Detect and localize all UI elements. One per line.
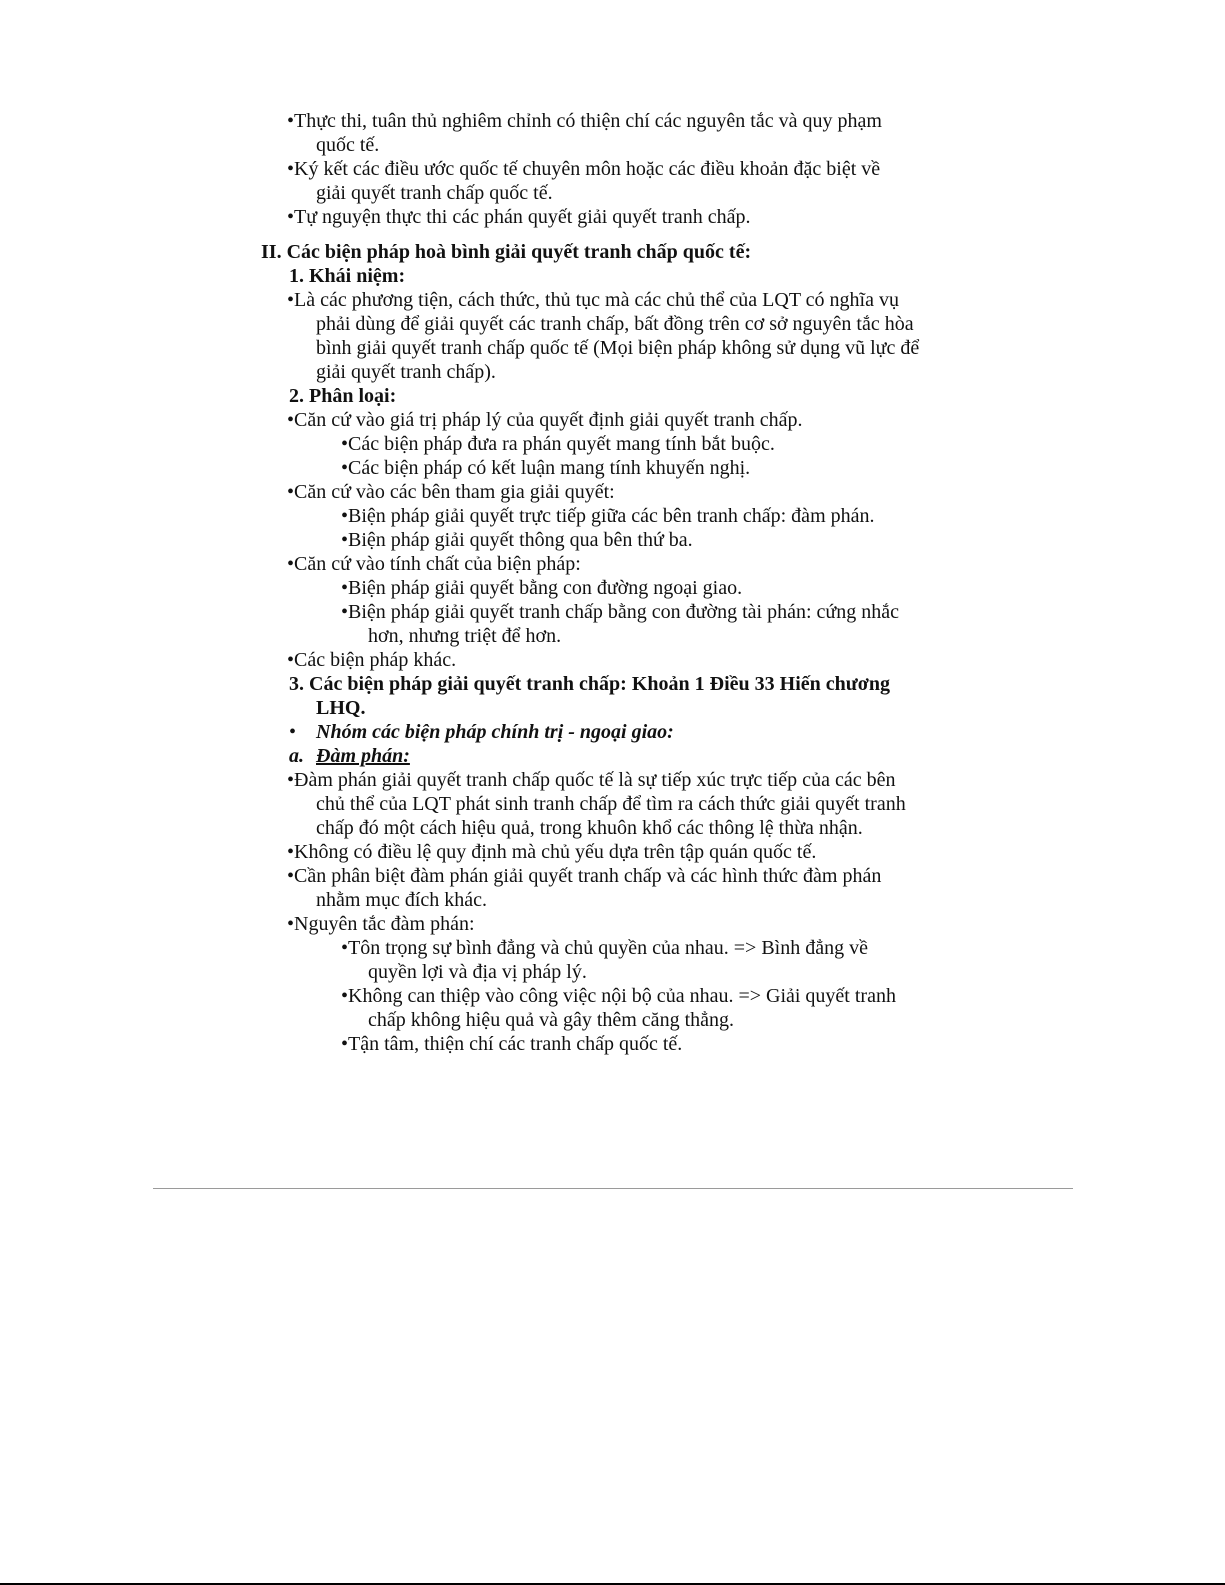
sub-bullet-line: •Tận tâm, thiện chí các tranh chấp quốc tế. — [341, 1033, 683, 1055]
bullet-line: •Không có điều lệ quy định mà chủ yếu dựa trên tập quán quốc tế. — [287, 841, 817, 863]
sub-bullet-line: •Không can thiệp vào công việc nội bộ của nhau. => Giải quyết tranh — [341, 985, 896, 1007]
bullet-line-cont: giải quyết tranh chấp). — [316, 361, 496, 383]
sub-bullet-line: •Tôn trọng sự bình đẳng và chủ quyền của nhau. => Bình đẳng về — [341, 937, 868, 959]
bullet-line-cont: chủ thể của LQT phát sinh tranh chấp để tìm ra cách thức giải quyết tranh — [316, 793, 906, 815]
bullet-line: •Tự nguyện thực thi các phán quyết giải quyết tranh chấp. — [287, 206, 751, 228]
sub-bullet-line-cont: quyền lợi và địa vị pháp lý. — [368, 961, 587, 983]
bullet-line: •Các biện pháp khác. — [287, 649, 457, 671]
bullet-mark: • — [289, 721, 297, 743]
sub-bullet-line: •Biện pháp giải quyết bằng con đường ngoại giao. — [341, 577, 743, 599]
group-heading-text: Nhóm các biện pháp chính trị - ngoại giao: — [316, 721, 674, 743]
bullet-line: •Nguyên tắc đàm phán: — [287, 913, 475, 935]
bullet-line: •Căn cứ vào giá trị pháp lý của quyết định giải quyết tranh chấp. — [287, 409, 803, 431]
bullet-line-cont: chấp đó một cách hiệu quả, trong khuôn khổ các thông lệ thừa nhận. — [316, 817, 863, 839]
item-heading-text: Đàm phán: — [316, 745, 410, 767]
bullet-line: •Thực thi, tuân thủ nghiêm chỉnh có thiện chí các nguyên tắc và quy phạm — [287, 110, 882, 132]
bullet-line: •Đàm phán giải quyết tranh chấp quốc tế là sự tiếp xúc trực tiếp của các bên — [287, 769, 896, 791]
bullet-line: •Là các phương tiện, cách thức, thủ tục mà các chủ thể của LQT có nghĩa vụ — [287, 289, 899, 311]
bullet-line: •Cần phân biệt đàm phán giải quyết tranh chấp và các hình thức đàm phán — [287, 865, 882, 887]
bullet-line: •Căn cứ vào tính chất của biện pháp: — [287, 553, 581, 575]
bullet-line: •Ký kết các điều ước quốc tế chuyên môn hoặc các điều khoản đặc biệt về — [287, 158, 881, 180]
sub-bullet-line-cont: hơn, nhưng triệt để hơn. — [368, 625, 562, 647]
section-heading-ii: II. Các biện pháp hoà bình giải quyết tranh chấp quốc tế: — [261, 241, 752, 263]
subheading-phan-loai: 2. Phân loại: — [289, 385, 397, 407]
bullet-line-cont: quốc tế. — [316, 134, 380, 156]
bullet-line-cont: phải dùng để giải quyết các tranh chấp, bất đồng trên cơ sở nguyên tắc hòa — [316, 313, 914, 335]
item-heading-dam-phan — [289, 744, 410, 768]
sub-bullet-line: •Biện pháp giải quyết thông qua bên thứ ba. — [341, 529, 693, 551]
subheading-bien-phap-cont: LHQ. — [316, 697, 366, 719]
item-letter: a. — [289, 745, 304, 767]
subheading-bien-phap: 3. Các biện pháp giải quyết tranh chấp: Khoản 1 Điều 33 Hiến chương — [289, 673, 890, 695]
bullet-line-cont: nhằm mục đích khác. — [316, 889, 488, 911]
bullet-line: •Căn cứ vào các bên tham gia giải quyết: — [287, 481, 615, 503]
sub-bullet-line: •Các biện pháp đưa ra phán quyết mang tính bắt buộc. — [341, 433, 775, 455]
sub-bullet-line-cont: chấp không hiệu quả và gây thêm căng thẳng. — [368, 1009, 734, 1031]
page-divider — [153, 1188, 1073, 1189]
bullet-line-cont: bình giải quyết tranh chấp quốc tế (Mọi biện pháp không sử dụng vũ lực để — [316, 337, 920, 359]
subheading-khai-niem: 1. Khái niệm: — [289, 265, 406, 287]
sub-bullet-line: •Biện pháp giải quyết tranh chấp bằng con đường tài phán: cứng nhắc — [341, 601, 899, 623]
bullet-line-cont: giải quyết tranh chấp quốc tế. — [316, 182, 553, 204]
sub-bullet-line: •Biện pháp giải quyết trực tiếp giữa các bên tranh chấp: đàm phán. — [341, 505, 875, 527]
group-heading — [289, 720, 674, 744]
sub-bullet-line: •Các biện pháp có kết luận mang tính khuyến nghị. — [341, 457, 751, 479]
